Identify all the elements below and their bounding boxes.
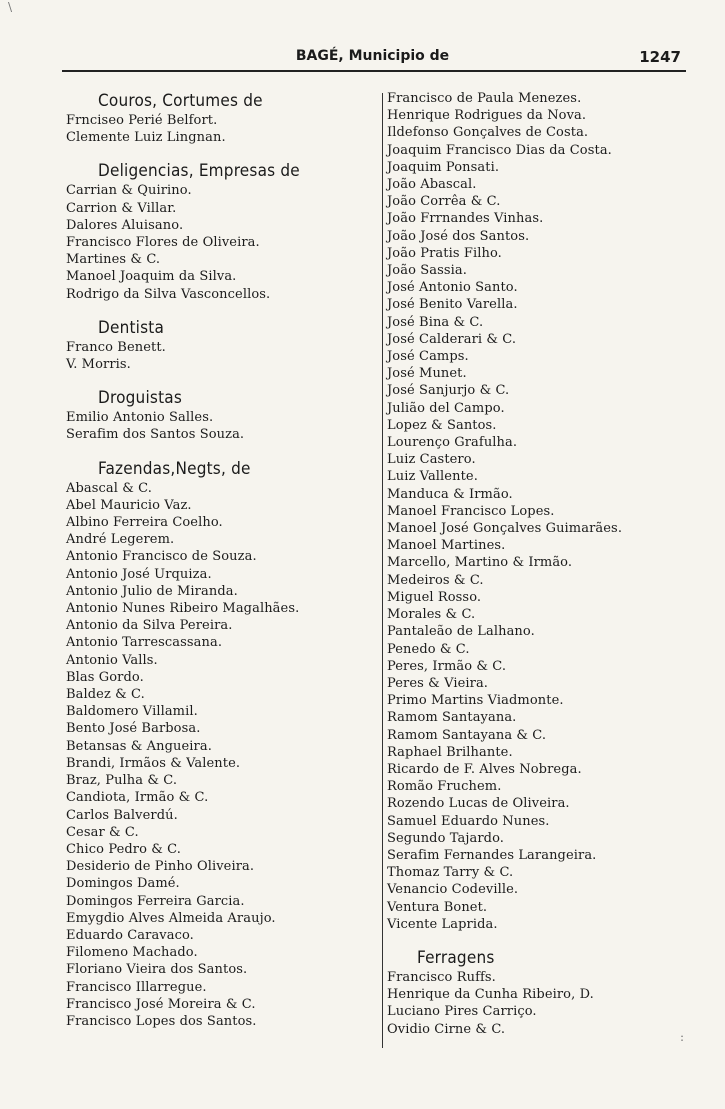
directory-entry: João Frrnandes Vinhas. <box>387 211 544 227</box>
directory-entry: Martines & C. <box>66 252 161 268</box>
directory-entry: Raphael Brilhante. <box>387 744 513 760</box>
directory-entry: Antonio Francisco de Souza. <box>66 549 257 565</box>
directory-entry: Ovidio Cirne & C. <box>387 1021 506 1037</box>
directory-entry: Rodrigo da Silva Vasconcellos. <box>66 286 271 302</box>
directory-entry: João Pratis Filho. <box>387 245 502 261</box>
directory-entry: Abel Mauricio Vaz. <box>66 497 192 513</box>
page-title: BAGÉ, Municipio de <box>295 48 450 64</box>
directory-entry: Antonio José Urquiza. <box>66 566 212 582</box>
directory-entry: Penedo & C. <box>387 641 470 657</box>
directory-entry: Segundo Tajardo. <box>387 830 505 846</box>
directory-entry: Filomeno Machado. <box>66 945 198 961</box>
directory-entry: José Calderari & C. <box>387 331 517 347</box>
directory-entry: José Camps. <box>387 349 469 365</box>
directory-entry: Blas Gordo. <box>66 669 144 685</box>
directory-entry: Rozendo Lucas de Oliveira. <box>387 796 570 812</box>
left-column <box>66 90 366 1030</box>
section-heading: Ferragens <box>417 947 495 968</box>
directory-entry: Antonio Valls. <box>66 652 158 668</box>
directory-entry: Bento José Barbosa. <box>66 721 201 737</box>
directory-entry: Candiota, Irmão & C. <box>66 790 209 806</box>
directory-entry: Venancio Codeville. <box>387 882 519 898</box>
directory-entry: José Benito Varella. <box>387 297 518 313</box>
directory-entry: Primo Martins Viadmonte. <box>387 693 564 709</box>
directory-entry: Morales & C. <box>387 607 476 623</box>
directory-entry: Joaquim Francisco Dias da Costa. <box>387 142 612 158</box>
directory-entry: Antonio Nunes Ribeiro Magalhães. <box>66 601 300 617</box>
directory-entry: Francisco Flores de Oliveira. <box>66 235 260 251</box>
directory-entry: Manoel José Gonçalves Guimarães. <box>387 521 623 537</box>
directory-entry: João Sassia. <box>387 263 467 279</box>
directory-entry: Francisco Ruffs. <box>387 969 496 985</box>
directory-entry: Luciano Pires Carriço. <box>387 1004 537 1020</box>
directory-entry: Manoel Martines. <box>387 538 506 554</box>
directory-entry: Betansas & Angueira. <box>66 738 212 754</box>
margin-mark: : <box>680 1030 685 1044</box>
section-heading: Dentista <box>98 317 165 338</box>
directory-entry: Francisco de Paula Menezes. <box>387 91 582 106</box>
section-gap <box>66 444 366 458</box>
directory-entry: Vicente Laprida. <box>387 916 498 932</box>
section-heading: Fazendas,Negts, de <box>98 458 251 479</box>
directory-entry: Thomaz Tarry & C. <box>387 865 514 881</box>
directory-entry: João Corrêa & C. <box>387 194 501 210</box>
directory-entry: Luiz Castero. <box>387 452 476 468</box>
directory-entry: Emilio Antonio Salles. <box>66 410 214 426</box>
directory-entry: Clemente Luiz Lingnan. <box>66 130 226 146</box>
directory-entry: Francisco Illarregue. <box>66 979 207 995</box>
directory-entry: Baldomero Villamil. <box>66 704 198 720</box>
directory-entry: João Abascal. <box>387 177 477 193</box>
directory-entry: Medeiros & C. <box>387 572 484 588</box>
directory-entry: José Antonio Santo. <box>387 280 518 296</box>
directory-entry: Antonio Julio de Miranda. <box>66 583 238 599</box>
directory-entry: Miguel Rosso. <box>387 589 482 605</box>
directory-entry: Domingos Damé. <box>66 876 180 892</box>
directory-entry: Ventura Bonet. <box>387 899 488 915</box>
directory-entry: Julião del Campo. <box>387 400 505 416</box>
directory-entry: André Legerem. <box>66 532 175 548</box>
header-rule <box>62 70 686 72</box>
directory-entry: Eduardo Caravaco. <box>66 927 194 943</box>
directory-entry: Emygdio Alves Almeida Araujo. <box>66 910 276 926</box>
directory-entry: Domingos Ferreira Garcia. <box>66 893 245 909</box>
directory-entry: Braz, Pulha & C. <box>66 773 178 789</box>
page-number: 1247 <box>639 48 681 66</box>
directory-entry: Manoel Francisco Lopes. <box>387 503 555 519</box>
directory-entry: Francisco Lopes dos Santos. <box>66 1013 257 1029</box>
directory-entry: José Munet. <box>387 366 467 382</box>
directory-entry: Baldez & C. <box>66 687 145 703</box>
directory-entry: Floriano Vieira dos Santos. <box>66 962 248 978</box>
directory-entry: Joaquim Ponsati. <box>387 159 500 175</box>
directory-entry: Marcello, Martino & Irmão. <box>387 555 573 571</box>
directory-entry: Lourenço Grafulha. <box>387 435 518 451</box>
section-gap <box>66 146 366 160</box>
directory-entry: Antonio Tarrescassana. <box>66 635 223 651</box>
directory-entry: Peres & Vieira. <box>387 675 489 691</box>
directory-entry: Serafim Fernandes Larangeira. <box>387 847 597 863</box>
directory-entry: V. Morris. <box>66 357 131 373</box>
directory-entry: Henrique da Cunha Ribeiro, D. <box>387 987 594 1003</box>
directory-entry: Franco Benett. <box>66 339 166 355</box>
directory-entry: João José dos Santos. <box>387 228 530 244</box>
directory-entry: Manoel Joaquim da Silva. <box>66 269 237 285</box>
directory-entry: Chico Pedro & C. <box>66 841 181 857</box>
section-gap <box>66 303 366 317</box>
directory-entry: José Bina & C. <box>387 314 484 330</box>
page-header <box>60 48 685 70</box>
directory-entry: Carrian & Quirino. <box>66 183 192 199</box>
directory-entry: Carlos Balverdú. <box>66 807 178 823</box>
directory-entry: Frnciseo Perié Belfort. <box>66 113 218 128</box>
directory-entry: Dalores Aluisano. <box>66 217 184 233</box>
section-gap <box>66 373 366 387</box>
directory-entry: Romão Fruchem. <box>387 779 502 795</box>
directory-entry: Pantaleão de Lalhano. <box>387 624 535 640</box>
directory-entry: Peres, Irmão & C. <box>387 658 507 674</box>
directory-entry: Serafim dos Santos Souza. <box>66 427 245 443</box>
directory-entry: Manduca & Irmão. <box>387 486 513 502</box>
directory-entry: Henrique Rodrigues da Nova. <box>387 108 587 124</box>
column-divider <box>382 93 383 1048</box>
directory-entry: Ramom Santayana. <box>387 710 517 726</box>
directory-entry: Francisco José Moreira & C. <box>66 996 256 1012</box>
directory-entry: Carrion & Villar. <box>66 200 177 216</box>
directory-entry: Brandi, Irmãos & Valente. <box>66 755 241 771</box>
directory-entry: Ramom Santayana & C. <box>387 727 547 743</box>
right-column <box>387 90 687 1038</box>
directory-entry: Desiderio de Pinho Oliveira. <box>66 859 255 875</box>
directory-entry: José Sanjurjo & C. <box>387 383 510 399</box>
directory-entry: Ildefonso Gonçalves de Costa. <box>387 125 589 141</box>
directory-entry: Albino Ferreira Coelho. <box>66 515 223 531</box>
section-heading: Couros, Cortumes de <box>98 91 263 111</box>
directory-entry: Abascal & C. <box>66 480 152 496</box>
directory-entry: Lopez & Santos. <box>387 417 497 433</box>
section-heading: Deligencias, Empresas de <box>98 161 300 182</box>
directory-entry: Samuel Eduardo Nunes. <box>387 813 550 829</box>
section-heading: Droguistas <box>98 388 183 409</box>
directory-entry: Cesar & C. <box>66 824 139 840</box>
directory-entry: Luiz Vallente. <box>387 469 478 485</box>
directory-entry: Ricardo de F. Alves Nobrega. <box>387 761 582 777</box>
margin-mark: \ <box>8 0 13 14</box>
directory-entry: Antonio da Silva Pereira. <box>66 618 233 634</box>
